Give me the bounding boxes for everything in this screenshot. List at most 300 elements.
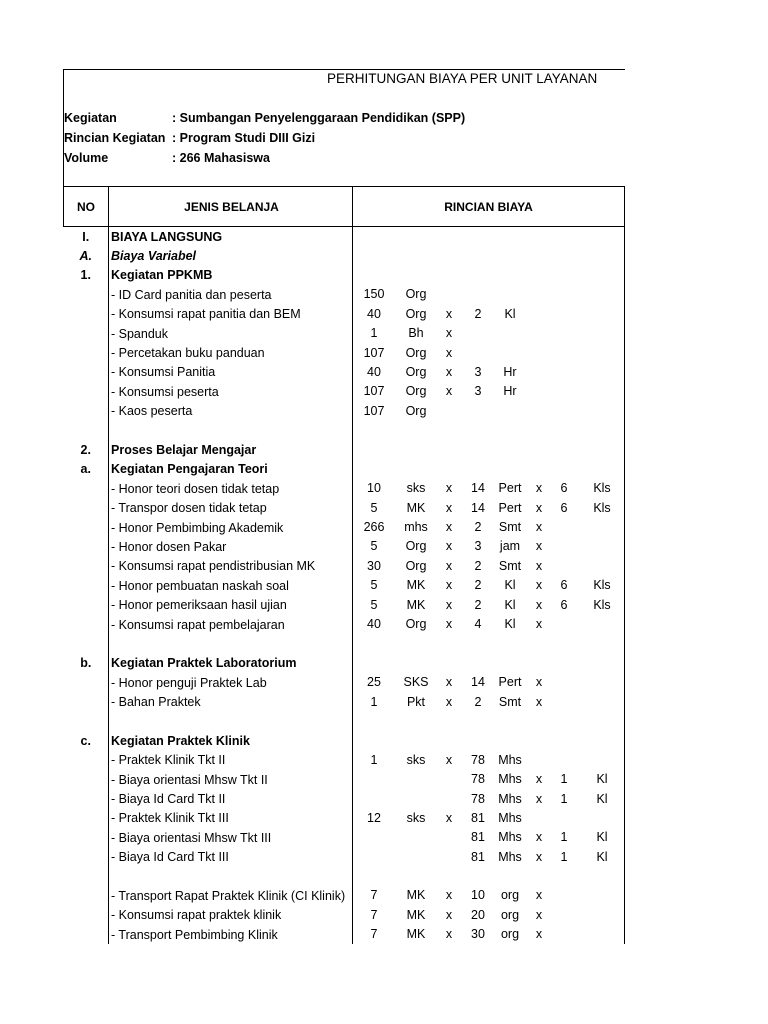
- item-row: [64, 828, 625, 847]
- rincian-times-2: x: [535, 772, 543, 787]
- item-row: [64, 770, 625, 789]
- rincian-times-1: x: [445, 694, 453, 709]
- jenis-belanja-cell: Biaya Variabel: [109, 246, 353, 265]
- rincian-unit: sks: [406, 752, 426, 767]
- rincian-times-1: x: [445, 364, 453, 379]
- rincian-qty: 1: [370, 752, 378, 767]
- jenis-belanja-cell: Kegiatan Praktek Klinik: [109, 731, 353, 750]
- item-row: [64, 324, 625, 343]
- jenis-belanja-cell: - Kaos peserta: [109, 402, 353, 421]
- rincian-times-1: x: [445, 500, 453, 515]
- rincian-biaya-cell: [353, 382, 625, 401]
- rincian-unit-2: org: [500, 927, 520, 942]
- jenis-belanja-cell: - Biaya Id Card Tkt III: [109, 848, 353, 867]
- rincian-times-1: x: [445, 617, 453, 631]
- rincian-mult-2: 6: [560, 500, 568, 515]
- rincian-biaya-cell: [353, 692, 625, 711]
- rincian-biaya-cell: [353, 421, 625, 440]
- jenis-belanja-cell: - Honor pemeriksaan hasil ujian: [109, 595, 353, 614]
- rincian-qty: 40: [367, 306, 381, 321]
- rincian-unit-3: Kl: [596, 772, 608, 787]
- rincian-qty: 107: [363, 345, 385, 360]
- rincian-times-1: x: [445, 558, 453, 573]
- info-label: Rincian Kegiatan: [64, 131, 166, 145]
- rincian-unit-2: Kl: [504, 578, 516, 593]
- rincian-qty: 150: [363, 287, 385, 302]
- rincian-biaya-cell: [353, 227, 625, 247]
- rincian-biaya-cell: [353, 925, 625, 944]
- rincian-times-1: x: [445, 384, 453, 399]
- row-number: [64, 324, 109, 343]
- rincian-unit-3: Kls: [593, 578, 611, 593]
- rincian-mult-1: 14: [471, 675, 485, 690]
- rincian-mult-1: 20: [471, 907, 485, 922]
- item-row: [64, 809, 625, 828]
- rincian-unit-2: Mhs: [498, 791, 522, 806]
- spacer-row: [64, 712, 625, 731]
- info-value: : 266 Mahasiswa: [172, 151, 270, 165]
- rincian-biaya-cell: [353, 518, 625, 537]
- rincian-unit-2: Pert: [498, 675, 522, 690]
- rincian-biaya-cell: [353, 266, 625, 285]
- rincian-unit: MK: [406, 597, 426, 612]
- rincian-times-2: x: [535, 830, 543, 845]
- rincian-times-1: x: [445, 888, 453, 903]
- header-rincian-biaya: RINCIAN BIAYA: [353, 187, 625, 227]
- row-number: [64, 421, 109, 440]
- rincian-times-1: x: [445, 481, 453, 496]
- table-header-row: [64, 187, 625, 227]
- row-number: [64, 770, 109, 789]
- rincian-biaya-cell: [353, 712, 625, 731]
- item-row: [64, 906, 625, 925]
- rincian-biaya-cell: [353, 343, 625, 362]
- item-row: [64, 925, 625, 944]
- jenis-belanja-cell: - Konsumsi rapat panitia dan BEM: [109, 305, 353, 324]
- row-number: [64, 751, 109, 770]
- jenis-belanja-cell: - Bahan Praktek: [109, 692, 353, 711]
- rincian-biaya-cell: [353, 809, 625, 828]
- rincian-unit-2: Mhs: [498, 752, 522, 767]
- rincian-times-2: x: [535, 597, 543, 612]
- rincian-unit: Pkt: [406, 694, 426, 709]
- info-value: : Sumbangan Penyelenggaraan Pendidikan (SPP): [172, 111, 466, 125]
- rincian-unit: MK: [406, 578, 426, 593]
- jenis-belanja-cell: [109, 867, 353, 886]
- rincian-mult-1: 78: [471, 791, 485, 806]
- rincian-unit: Org: [405, 617, 427, 631]
- rincian-mult-2: 6: [560, 481, 568, 496]
- item-row: [64, 615, 625, 634]
- jenis-belanja-cell: - Praktek Klinik Tkt III: [109, 809, 353, 828]
- row-number: [64, 402, 109, 421]
- rincian-unit: mhs: [404, 520, 428, 535]
- rincian-biaya-cell: [353, 246, 625, 265]
- rincian-mult-1: 3: [474, 364, 482, 379]
- jenis-belanja-cell: - Biaya Id Card Tkt II: [109, 789, 353, 808]
- item-row: [64, 789, 625, 808]
- row-number: [64, 343, 109, 362]
- row-number: 2.: [80, 442, 91, 457]
- header-jenis-belanja: JENIS BELANJA: [109, 187, 353, 227]
- row-number: c.: [80, 733, 91, 748]
- item-row: [64, 343, 625, 362]
- rincian-mult-2: 1: [560, 772, 568, 787]
- rincian-biaya-cell: [353, 906, 625, 925]
- info-label: Volume: [64, 151, 109, 165]
- rincian-biaya-cell: [353, 673, 625, 692]
- jenis-belanja-cell: Kegiatan Pengajaran Teori: [109, 460, 353, 479]
- rincian-biaya-cell: [353, 440, 625, 459]
- section-row: [64, 731, 625, 750]
- rincian-times-1: x: [445, 675, 453, 690]
- section-row: [64, 440, 625, 459]
- info-kegiatan: [64, 111, 465, 125]
- rincian-unit: Org: [405, 539, 427, 554]
- row-number: [64, 692, 109, 711]
- rincian-unit-2: Hr: [503, 384, 517, 399]
- row-number: [64, 576, 109, 595]
- rincian-unit: Org: [405, 364, 427, 379]
- row-number: I.: [82, 229, 90, 244]
- rincian-unit: Org: [405, 403, 427, 418]
- rincian-qty: 107: [363, 403, 385, 418]
- rincian-times-1: x: [445, 810, 453, 825]
- row-number: [64, 925, 109, 944]
- row-number: [64, 634, 109, 653]
- rincian-times-1: x: [445, 907, 453, 922]
- row-number: [64, 518, 109, 537]
- rincian-unit-2: org: [500, 907, 520, 922]
- rincian-biaya-cell: [353, 789, 625, 808]
- rincian-times-1: x: [445, 539, 453, 554]
- rincian-unit-2: Mhs: [498, 772, 522, 787]
- rincian-unit-2: Pert: [498, 481, 522, 496]
- table-body: [64, 227, 625, 945]
- rincian-mult-1: 2: [474, 306, 482, 321]
- row-number: b.: [80, 656, 92, 671]
- rincian-mult-2: 6: [560, 597, 568, 612]
- rincian-times-2: x: [535, 578, 543, 593]
- rincian-mult-1: 2: [474, 578, 482, 593]
- info-volume: [64, 151, 270, 165]
- rincian-unit-3: Kl: [596, 791, 608, 806]
- frame-top-border: [63, 69, 625, 70]
- rincian-biaya-cell: [353, 751, 625, 770]
- rincian-times-2: x: [535, 500, 543, 515]
- rincian-biaya-cell: [353, 731, 625, 750]
- rincian-biaya-cell: [353, 770, 625, 789]
- item-row: [64, 479, 625, 498]
- jenis-belanja-cell: - Honor teori dosen tidak tetap: [109, 479, 353, 498]
- row-number: A.: [79, 249, 92, 264]
- item-row: [64, 402, 625, 421]
- rincian-unit-2: Mhs: [498, 830, 522, 845]
- rincian-biaya-cell: [353, 479, 625, 498]
- rincian-times-2: x: [535, 617, 543, 631]
- rincian-unit-2: Smt: [498, 520, 522, 535]
- rincian-unit: MK: [406, 888, 426, 903]
- rincian-mult-1: 14: [471, 500, 485, 515]
- rincian-biaya-cell: [353, 537, 625, 556]
- rincian-qty: 1: [370, 326, 378, 341]
- rincian-times-1: x: [445, 752, 453, 767]
- jenis-belanja-cell: - Biaya orientasi Mhsw Tkt III: [109, 828, 353, 847]
- jenis-belanja-cell: - Konsumsi peserta: [109, 382, 353, 401]
- rincian-unit: sks: [406, 481, 426, 496]
- rincian-mult-1: 3: [474, 384, 482, 399]
- rincian-unit: MK: [406, 500, 426, 515]
- jenis-belanja-cell: - Spanduk: [109, 324, 353, 343]
- jenis-belanja-cell: - Transpor dosen tidak tetap: [109, 498, 353, 517]
- item-row: [64, 557, 625, 576]
- jenis-belanja-cell: - Honor dosen Pakar: [109, 537, 353, 556]
- row-number: [64, 867, 109, 886]
- rincian-times-1: x: [445, 306, 453, 321]
- rincian-times-2: x: [535, 558, 543, 573]
- row-number: 1.: [80, 268, 91, 283]
- section-row: [64, 246, 625, 265]
- item-row: [64, 285, 625, 304]
- rincian-unit: sks: [406, 810, 426, 825]
- rincian-biaya-cell: [353, 595, 625, 614]
- rincian-mult-2: 1: [560, 849, 568, 864]
- jenis-belanja-cell: - Honor Pembimbing Akademik: [109, 518, 353, 537]
- rincian-mult-1: 78: [471, 772, 485, 787]
- rincian-unit: Org: [405, 558, 427, 573]
- info-rincian-kegiatan: [64, 131, 315, 145]
- rincian-mult-1: 81: [471, 810, 485, 825]
- rincian-mult-2: 1: [560, 791, 568, 806]
- rincian-qty: 5: [370, 578, 378, 593]
- rincian-times-2: x: [535, 849, 543, 864]
- rincian-qty: 7: [370, 888, 378, 903]
- rincian-biaya-cell: [353, 634, 625, 653]
- row-number: [64, 906, 109, 925]
- row-number: a.: [80, 462, 91, 477]
- row-number: [64, 615, 109, 634]
- rincian-times-2: x: [535, 907, 543, 922]
- info-value: : Program Studi DIII Gizi: [172, 131, 316, 145]
- item-row: [64, 363, 625, 382]
- rincian-times-1: x: [445, 578, 453, 593]
- rincian-unit: SKS: [403, 675, 429, 690]
- rincian-unit-2: Smt: [498, 558, 522, 573]
- spacer-row: [64, 867, 625, 886]
- rincian-mult-1: 10: [471, 888, 485, 903]
- rincian-qty: 7: [370, 907, 378, 922]
- item-row: [64, 692, 625, 711]
- row-number: [64, 498, 109, 517]
- jenis-belanja-cell: BIAYA LANGSUNG: [109, 227, 353, 247]
- item-row: [64, 498, 625, 517]
- rincian-unit-3: Kls: [593, 481, 611, 496]
- rincian-biaya-cell: [353, 867, 625, 886]
- jenis-belanja-cell: [109, 421, 353, 440]
- item-row: [64, 751, 625, 770]
- rincian-unit-3: Kl: [596, 830, 608, 845]
- rincian-times-1: x: [445, 597, 453, 612]
- jenis-belanja-cell: - Konsumsi Panitia: [109, 363, 353, 382]
- rincian-times-2: x: [535, 694, 543, 709]
- rincian-times-1: x: [445, 326, 453, 341]
- row-number: [64, 537, 109, 556]
- row-number: [64, 789, 109, 808]
- rincian-qty: 107: [363, 384, 385, 399]
- row-number: [64, 886, 109, 905]
- rincian-unit: Org: [405, 384, 427, 399]
- jenis-belanja-cell: - Transport Pembimbing Klinik: [109, 925, 353, 944]
- rincian-unit: MK: [406, 907, 426, 922]
- jenis-belanja-cell: - Konsumsi rapat praktek klinik: [109, 906, 353, 925]
- rincian-biaya-cell: [353, 886, 625, 905]
- row-number: [64, 285, 109, 304]
- rincian-qty: 5: [370, 500, 378, 515]
- rincian-mult-1: 2: [474, 520, 482, 535]
- row-number: [64, 848, 109, 867]
- rincian-qty: 10: [367, 481, 381, 496]
- rincian-biaya-cell: [353, 828, 625, 847]
- row-number: [64, 382, 109, 401]
- rincian-mult-1: 81: [471, 830, 485, 845]
- rincian-mult-1: 2: [474, 597, 482, 612]
- jenis-belanja-cell: - Transport Rapat Praktek Klinik (CI Klinik): [109, 886, 353, 905]
- row-number: [64, 479, 109, 498]
- jenis-belanja-cell: - Konsumsi rapat pembelajaran: [109, 615, 353, 634]
- rincian-biaya-cell: [353, 305, 625, 324]
- info-label: Kegiatan: [64, 111, 117, 125]
- rincian-unit-2: Kl: [504, 617, 516, 631]
- rincian-times-2: x: [535, 675, 543, 690]
- rincian-unit: Org: [405, 345, 427, 360]
- section-row: [64, 266, 625, 285]
- rincian-mult-2: 1: [560, 830, 568, 845]
- cost-table: [63, 186, 625, 944]
- row-number: [64, 595, 109, 614]
- rincian-times-2: x: [535, 791, 543, 806]
- rincian-qty: 7: [370, 927, 378, 942]
- rincian-mult-2: 6: [560, 578, 568, 593]
- rincian-mult-1: 81: [471, 849, 485, 864]
- rincian-unit-3: Kls: [593, 597, 611, 612]
- page-title: PERHITUNGAN BIAYA PER UNIT LAYANAN: [327, 71, 598, 86]
- frame-left-border: [63, 69, 64, 186]
- rincian-times-2: x: [535, 539, 543, 554]
- rincian-mult-1: 14: [471, 481, 485, 496]
- rincian-unit: Org: [405, 306, 427, 321]
- rincian-unit-2: Kl: [504, 597, 516, 612]
- jenis-belanja-cell: - Biaya orientasi Mhsw Tkt II: [109, 770, 353, 789]
- jenis-belanja-cell: - Percetakan buku panduan: [109, 343, 353, 362]
- rincian-unit-2: org: [500, 888, 520, 903]
- rincian-qty: 266: [363, 520, 385, 535]
- rincian-unit: Bh: [408, 326, 424, 341]
- row-number: [64, 809, 109, 828]
- rincian-unit-2: jam: [499, 539, 521, 554]
- rincian-qty: 25: [367, 675, 381, 690]
- rincian-biaya-cell: [353, 402, 625, 421]
- jenis-belanja-cell: - Praktek Klinik Tkt II: [109, 751, 353, 770]
- item-row: [64, 673, 625, 692]
- header-no: NO: [64, 187, 109, 227]
- jenis-belanja-cell: Kegiatan PPKMB: [109, 266, 353, 285]
- rincian-biaya-cell: [353, 576, 625, 595]
- item-row: [64, 576, 625, 595]
- jenis-belanja-cell: - ID Card panitia dan peserta: [109, 285, 353, 304]
- jenis-belanja-cell: - Honor pembuatan naskah soal: [109, 576, 353, 595]
- row-number: [64, 712, 109, 731]
- rincian-mult-1: 4: [474, 617, 482, 631]
- rincian-times-1: x: [445, 927, 453, 942]
- rincian-unit: Org: [405, 287, 427, 302]
- section-row: [64, 227, 625, 247]
- rincian-unit-2: Hr: [503, 364, 517, 379]
- rincian-unit-2: Smt: [498, 694, 522, 709]
- rincian-times-1: x: [445, 520, 453, 535]
- item-row: [64, 595, 625, 614]
- rincian-qty: 1: [370, 694, 378, 709]
- section-row: [64, 460, 625, 479]
- item-row: [64, 305, 625, 324]
- rincian-biaya-cell: [353, 557, 625, 576]
- rincian-biaya-cell: [353, 324, 625, 343]
- item-row: [64, 886, 625, 905]
- rincian-mult-1: 2: [474, 558, 482, 573]
- rincian-mult-1: 3: [474, 539, 482, 554]
- rincian-times-1: x: [445, 345, 453, 360]
- rincian-qty: 30: [367, 558, 381, 573]
- rincian-qty: 12: [367, 810, 381, 825]
- rincian-biaya-cell: [353, 615, 625, 634]
- spacer-row: [64, 421, 625, 440]
- rincian-mult-1: 78: [471, 752, 485, 767]
- jenis-belanja-cell: Kegiatan Praktek Laboratorium: [109, 654, 353, 673]
- row-number: [64, 557, 109, 576]
- row-number: [64, 363, 109, 382]
- rincian-biaya-cell: [353, 498, 625, 517]
- row-number: [64, 828, 109, 847]
- rincian-biaya-cell: [353, 285, 625, 304]
- item-row: [64, 537, 625, 556]
- jenis-belanja-cell: Proses Belajar Mengajar: [109, 440, 353, 459]
- rincian-unit: MK: [406, 927, 426, 942]
- rincian-qty: 5: [370, 539, 378, 554]
- rincian-qty: 5: [370, 597, 378, 612]
- item-row: [64, 518, 625, 537]
- rincian-biaya-cell: [353, 460, 625, 479]
- jenis-belanja-cell: - Konsumsi rapat pendistribusian MK: [109, 557, 353, 576]
- rincian-times-2: x: [535, 888, 543, 903]
- rincian-unit-2: Mhs: [498, 810, 522, 825]
- rincian-unit-2: Mhs: [498, 849, 522, 864]
- rincian-mult-1: 30: [471, 927, 485, 942]
- section-row: [64, 654, 625, 673]
- rincian-unit-2: Pert: [498, 500, 522, 515]
- item-row: [64, 848, 625, 867]
- rincian-biaya-cell: [353, 654, 625, 673]
- row-number: [64, 305, 109, 324]
- jenis-belanja-cell: - Honor penguji Praktek Lab: [109, 673, 353, 692]
- jenis-belanja-cell: [109, 712, 353, 731]
- rincian-unit-2: Kl: [504, 306, 516, 321]
- rincian-times-2: x: [535, 520, 543, 535]
- rincian-qty: 40: [367, 617, 381, 631]
- rincian-times-2: x: [535, 927, 543, 942]
- rincian-unit-3: Kl: [596, 849, 608, 864]
- jenis-belanja-cell: [109, 634, 353, 653]
- rincian-times-2: x: [535, 481, 543, 496]
- rincian-qty: 40: [367, 364, 381, 379]
